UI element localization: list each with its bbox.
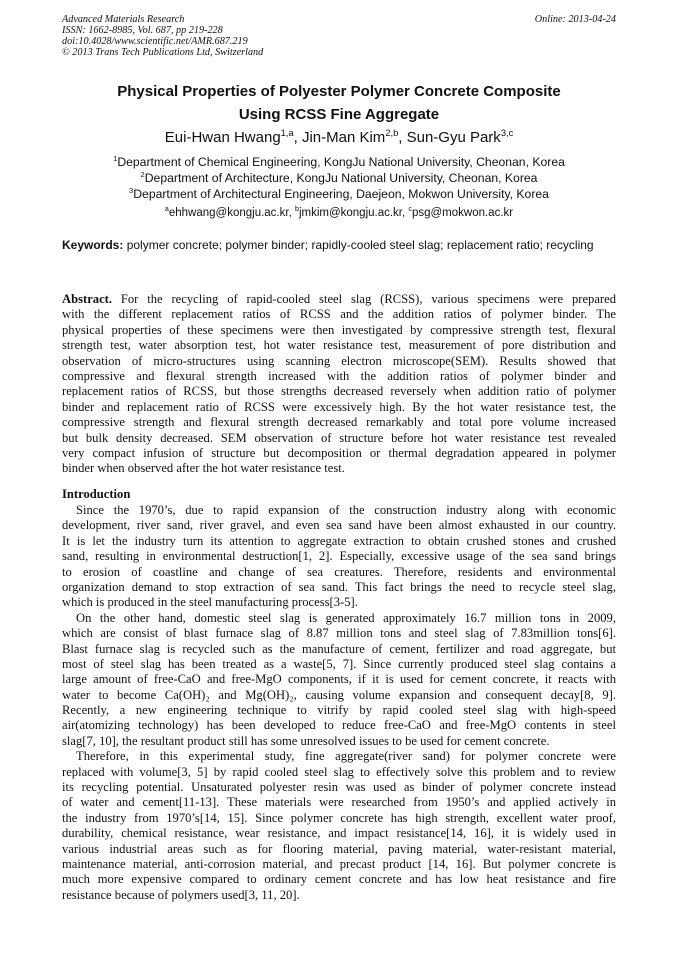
abstract-line: but bulk density decreased. SEM observation of structure before hot water resistance test revealed [62, 430, 616, 445]
introduction-line: replaced with volume[3, 5] by rapid cooled steel slag to effectively solve this problem and to review [62, 764, 616, 779]
author-name: Jin-Man Kim [301, 129, 386, 146]
affiliation-text: Department of Architectural Engineering, Daejeon, Mokwon University, Korea [133, 187, 549, 201]
abstract-line: observation of micro-structures using scanning electron microscope(SEM). Results showed that [62, 353, 616, 368]
email-3[interactable] [408, 207, 513, 219]
affiliation-text: Department of Chemical Engineering, KongJu National University, Cheonan, Korea [117, 155, 565, 169]
affiliation-3 [62, 186, 616, 202]
keywords-text: polymer concrete; polymer binder; rapidly-cooled steel slag; replacement ratio; recycling [126, 238, 594, 252]
introduction-line: of water and cement[11-13]. These materials were researched from 1950’s and applied actively in [62, 795, 616, 810]
author-name: Eui-Hwan Hwang [164, 129, 281, 146]
abstract-line: compressive and flexural strength increased with the addition ratios of polymer binder and [62, 368, 616, 383]
author-sep: , [398, 129, 407, 146]
introduction-line: organization demand to stop extraction of sea sand. This fact brings the need to recycle steel slag, [62, 579, 616, 594]
email-2[interactable] [295, 207, 408, 219]
author-3 [407, 129, 514, 146]
introduction-line: air(atomizing technology) has been developed to reduce free-CaO and free-MgO contents in steel [62, 718, 616, 733]
author-2 [302, 129, 407, 146]
introduction-heading: Introduction [62, 487, 131, 501]
introduction-line: the industry from 1970’s[14, 15]. Since polymer concrete has high strength, excellent water proof, [62, 810, 616, 825]
abstract-line: replacement ratios of RCSS, but those strengths decreased reversely when addition ratio of polymer [62, 384, 616, 399]
author-sep: , [293, 129, 302, 146]
abstract-line: Abstract. For the recycling of rapid-cooled steel slag (RCSS), various specimens were prepared [62, 292, 616, 306]
journal-name: Advanced Materials Research [62, 14, 185, 25]
journal-header [62, 14, 616, 58]
email-1[interactable] [165, 207, 295, 219]
abstract-line: very compact infusion of structure but decomposition or thermal degradation appeared in polymer [62, 445, 616, 460]
abstract-line: compressive strength and flexural strength decreased remarkably and total pore volume increased [62, 415, 616, 430]
keywords [62, 238, 616, 253]
introduction-line: On the other hand, domestic steel slag is generated approximately 16.7 million tons in 2009, [76, 610, 616, 625]
introduction-line: water to become Ca(OH)₂ and Mg(OH)₂, causing volume expansion and consequent decay[8, 9]. [62, 687, 616, 702]
email-text: ehhwang@kongju.ac.kr, [168, 207, 295, 219]
affiliation-1 [62, 154, 616, 170]
abstract-line: strength test, water absorption test, hot water resistance test, measurement of pore distribution and [62, 338, 616, 353]
author-emails [62, 206, 616, 221]
email-sup: a [164, 205, 169, 214]
affiliations [62, 154, 616, 202]
introduction-line: its recycling potential. Unsaturated polyester resin was used as binder of polymer concrete instead [62, 780, 616, 795]
introduction-line: large amount of free-CaO and free-MgO components, if it is used for cement concrete, it reacts with [62, 672, 616, 687]
affiliation-2 [62, 170, 616, 186]
author-list [62, 128, 616, 148]
keywords-label: Keywords: [62, 238, 124, 252]
introduction-line: It is let the industry turn its attention to aggregate extraction to obtain crushed stones and crushed [62, 533, 616, 548]
introduction-line: which is produced in the steel manufacturing process[3-5]. [62, 595, 358, 610]
introduction-line: Since the 1970’s, due to rapid expansion of the construction industry along with economic [76, 503, 616, 517]
introduction-line: to erosion of coastline and change of sea creatures. Therefore, residents and environmental [62, 564, 616, 579]
affiliation-sup: 1 [113, 153, 118, 163]
affiliation-text: Department of Architecture, KongJu National University, Cheonan, Korea [144, 171, 538, 185]
online-date: Online: 2013-04-24 [534, 14, 616, 25]
introduction-line: much more expensive compared to ordinary cement concrete and has low heat resistance and fire [62, 872, 616, 887]
author-sup: 1,a [280, 128, 294, 138]
abstract-line: physical properties of these specimens were then investigated by compressive strength test, flexural [62, 322, 616, 337]
introduction-line: most of steel slag has been treated as a waste[5, 7]. Since currently produced steel slag contains a [62, 656, 616, 671]
title-line-1: Physical Properties of Polyester Polymer Concrete Composite [117, 83, 561, 100]
journal-issn: ISSN: 1662-8985, Vol. 687, pp 219-228 [62, 25, 223, 36]
email-text: jmkim@kongju.ac.kr, [298, 207, 409, 219]
title-line-2: Using RCSS Fine Aggregate [238, 106, 440, 123]
introduction-line: which are consist of blast furnace slag of 8.87 million tons and steel slag of 7.83million tons[6]. [62, 626, 616, 641]
abstract-line: binder and replacement ratio of RCSS were excessively high. By the hot water resistance test, the [62, 399, 616, 414]
abstract [62, 292, 616, 477]
author-1 [165, 129, 302, 146]
affiliation-sup: 3 [129, 185, 134, 195]
introduction-line: various industrial areas such as for flooring material, paving material, water-resistant material, [62, 841, 616, 856]
introduction-line: resistance because of polymers used[3, 11, 20]. [62, 887, 300, 902]
introduction-line: Recently, a new engineering technique to vitrify by rapid cooled steel slag with high-speed [62, 703, 616, 718]
affiliation-sup: 2 [140, 169, 145, 179]
email-sup: b [294, 205, 299, 214]
journal-doi: doi:10.4028/www.scientific.net/AMR.687.219 [62, 36, 248, 47]
abstract-label: Abstract. [62, 292, 113, 306]
journal-copyright: © 2013 Trans Tech Publications Ltd, Switzerland [62, 47, 264, 58]
introduction-line: sand, resulting in environmental destruction[1, 2]. Especially, excessive usage of the sea sand brings [62, 549, 616, 564]
author-sup: 3,c [500, 128, 514, 138]
introduction-body [62, 503, 616, 903]
introduction-line: Blast furnace slag is recycled such as the manufacture of cement, fertilizer and road aggregate, but [62, 641, 616, 656]
email-text: psg@mokwon.ac.kr [411, 207, 514, 219]
introduction-line: durability, chemical resistance, wear resistance, and impact resistance[14, 16], it is widely used in [62, 826, 616, 841]
author-name: Sun-Gyu Park [406, 129, 501, 146]
abstract-line: binder when observed after the hot water resistance test. [62, 461, 345, 476]
abstract-line: with the different replacement ratios of RCSS and the addition ratios of polymer binder. The [62, 307, 616, 322]
author-sup: 2,b [385, 128, 399, 138]
introduction-line: slag[7, 10], the resultant product still has some unresolved issues to be used for cement concrete. [62, 733, 550, 748]
paper-title [62, 80, 616, 126]
introduction-line: development, river sand, river gravel, and even sea sand have been almost exhausted in our country. [62, 518, 616, 533]
introduction-line: maintenance material, anti-corrosion material, and precast product [14, 16]. But polymer concrete is [62, 856, 616, 871]
introduction-line: Therefore, in this experimental study, fine aggregate(river sand) for polymer concrete were [76, 749, 616, 764]
email-sup: c [408, 205, 412, 214]
